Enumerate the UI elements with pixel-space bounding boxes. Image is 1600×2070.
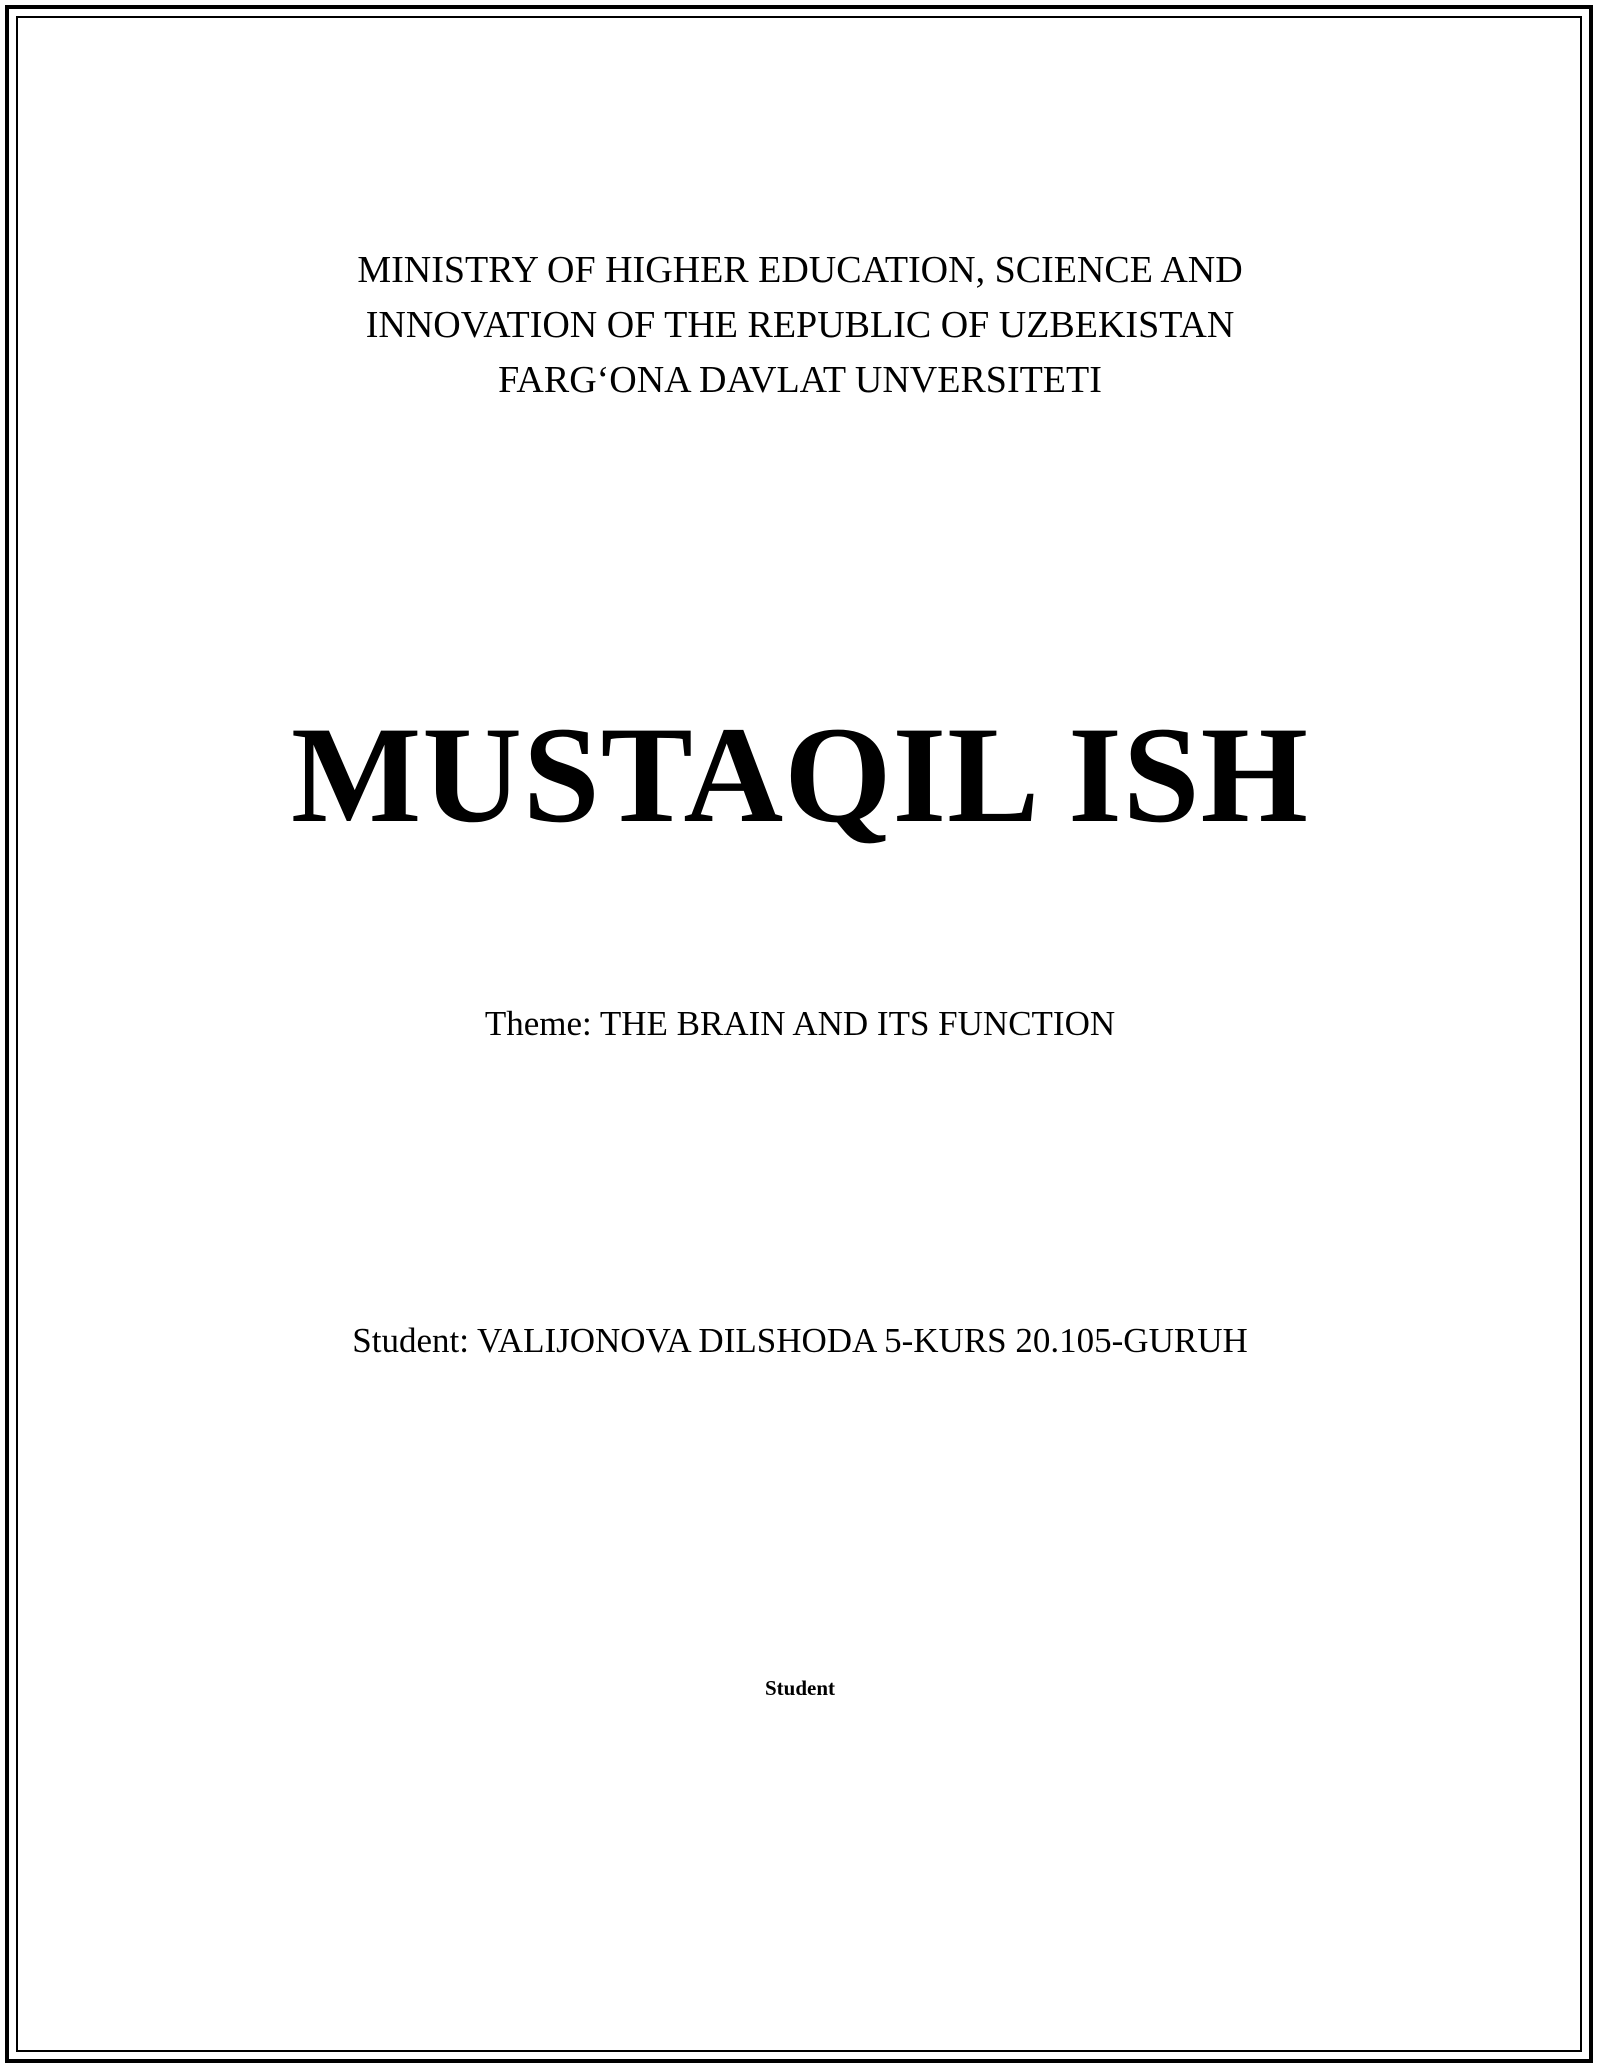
student-label: Student: [764, 1676, 836, 1700]
student-info-line: Student: VALIJONOVA DILSHODA 5-KURS 20.105-GURUH: [352, 1321, 1248, 1360]
institution-header: [0, 243, 1600, 408]
document-title: MUSTAQIL ISH: [291, 698, 1309, 851]
header-line-university: FARG‘ONA DAVLAT UNVERSITETI: [498, 359, 1102, 401]
header-line-republic: INNOVATION OF THE REPUBLIC OF UZBEKISTAN: [365, 304, 1235, 346]
header-line-ministry: MINISTRY OF HIGHER EDUCATION, SCIENCE AND: [357, 249, 1243, 291]
theme-line: Theme: THE BRAIN AND ITS FUNCTION: [484, 1004, 1116, 1043]
